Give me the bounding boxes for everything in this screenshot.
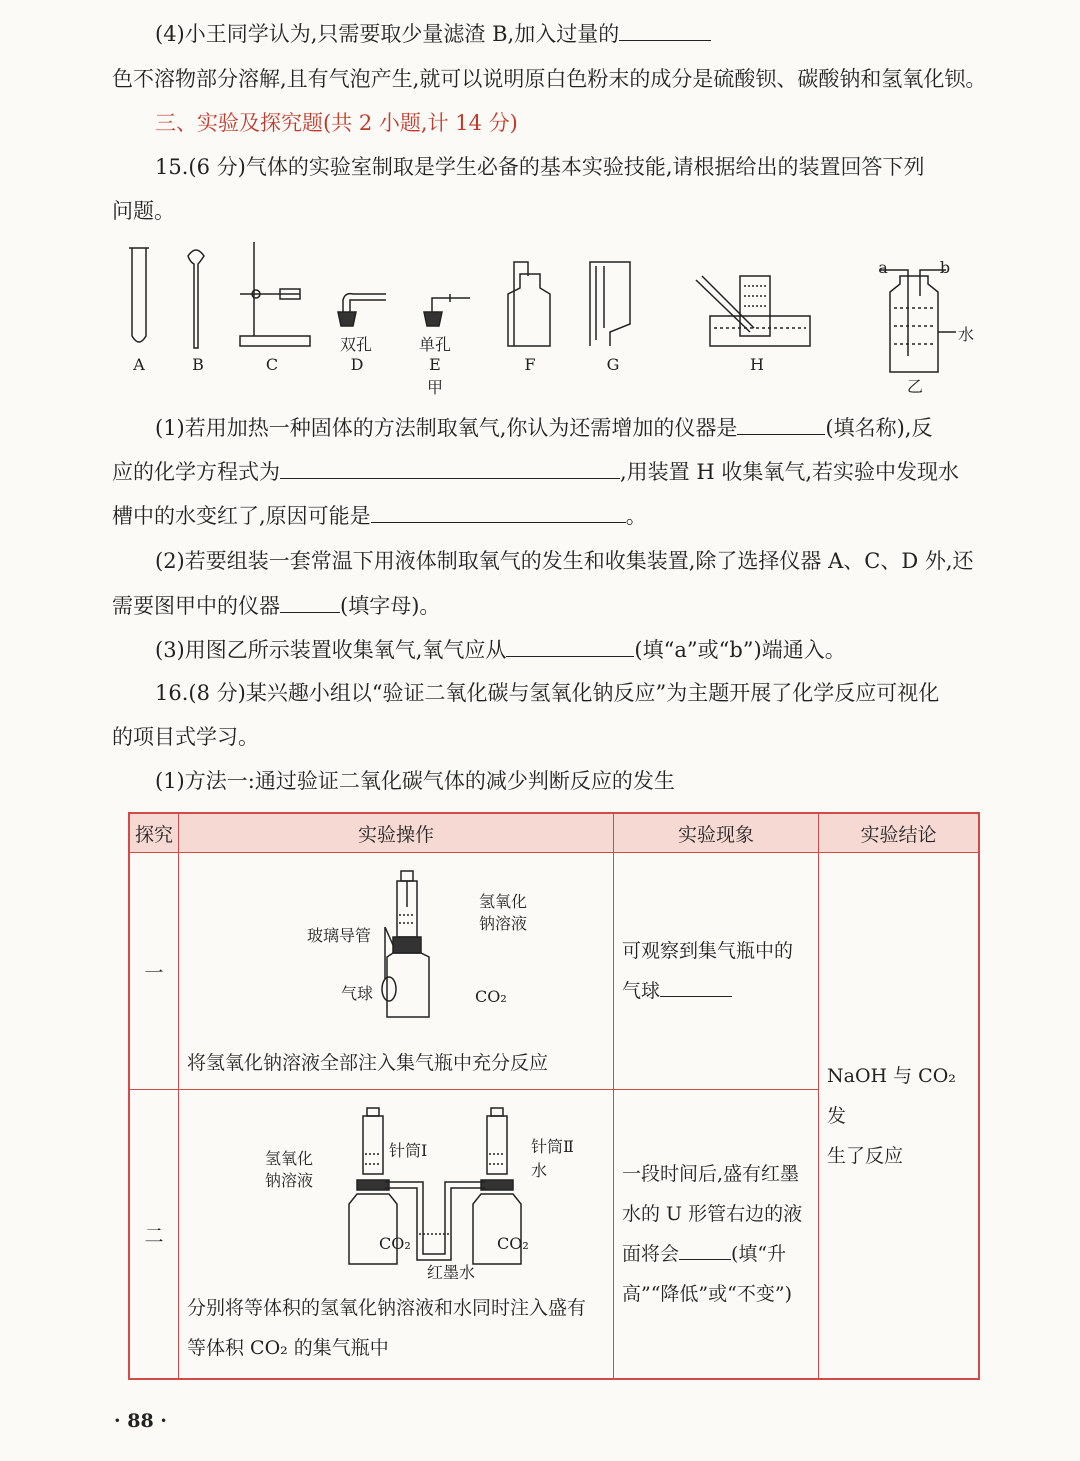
iron-stand-c	[240, 242, 310, 346]
wash-bottle-yi	[880, 270, 956, 372]
label-port-b: b	[939, 258, 951, 277]
one-hole-stopper-e	[424, 294, 470, 326]
label-b: B	[192, 355, 204, 374]
row2-label: 二	[129, 1090, 179, 1380]
label-glass-tube: 玻璃导管	[307, 926, 372, 945]
header-conclusion: 实验结论	[819, 813, 980, 853]
conclusion-cell: NaOH 与 CO₂ 发 生了反应	[819, 853, 980, 1380]
header-explore: 探究	[129, 813, 179, 853]
long-neck-funnel-b	[188, 250, 204, 348]
q15-p1-line1: (1)若用加热一种固体的方法制取氧气,你认为还需增加的仪器是 (填名称),反	[155, 412, 932, 443]
label-jia: 甲	[426, 378, 443, 397]
label-e-sub: 单孔	[418, 335, 451, 354]
water-trough-h	[696, 276, 810, 346]
row1-operation	[179, 853, 614, 1090]
label-d-sub: 双孔	[339, 335, 372, 354]
two-hole-stopper-d	[338, 294, 386, 326]
q15-p1-line2: 应的化学方程式为 ,用装置 H 收集氧气,若实验中发现水	[112, 456, 959, 487]
label-e: E	[429, 355, 441, 374]
label-balloon: 气球	[341, 984, 374, 1003]
label-syringe-1: 针筒Ⅰ	[389, 1141, 428, 1160]
answer-blank[interactable]	[280, 456, 620, 479]
q15-p2-line2: 需要图甲中的仪器 (填字母)。	[112, 590, 440, 621]
row1-op-text: 将氢氧化钠溶液全部注入集气瓶中充分反应	[187, 1052, 549, 1074]
q15-p2-line1: (2)若要组装一套常温下用液体制取氧气的发生和收集装置,除了选择仪器 A、C、D 外,还	[155, 549, 974, 573]
page-number: · 88 ·	[114, 1410, 167, 1432]
label-yi: 乙	[906, 377, 923, 396]
label-co2-right: CO₂	[497, 1234, 529, 1253]
q16-stem-line2: 的项目式学习。	[112, 725, 259, 749]
gas-bottle-f	[508, 262, 550, 346]
row2-observation: 一段时间后,盛有红墨 水的 U 形管右边的液 面将会 (填“升 高”“降低”或“不变”)	[614, 1090, 819, 1380]
label-c: C	[265, 355, 279, 374]
q14-item4-line1: (4)小王同学认为,只需要取少量滤渣 B,加入过量的	[155, 18, 711, 49]
gas-bottle-g	[590, 262, 630, 346]
q16-stem-line1: 16.(8 分)某兴趣小组以“验证二氧化碳与氢氧化钠反应”为主题开展了化学反应可视化	[155, 681, 940, 705]
q15-p3: (3)用图乙所示装置收集氧气,氧气应从 (填“a”或“b”)端通入。	[155, 634, 846, 665]
table-row	[129, 853, 979, 1090]
answer-blank[interactable]	[619, 18, 711, 41]
q14-item4-line2: 色不溶物部分溶解,且有气泡产生,就可以说明原白色粉末的成分是硫酸钡、碳酸钠和氢氧化钡。	[112, 67, 987, 91]
q15-stem-line1: 15.(6 分)气体的实验室制取是学生必备的基本实验技能,请根据给出的装置回答下列	[155, 155, 925, 179]
test-tube-a	[129, 248, 149, 342]
label-naoh-2: 氢氧化 钠溶液	[265, 1149, 314, 1190]
row2-op-line1: 分别将等体积的氢氧化钠溶液和水同时注入盛有	[187, 1297, 587, 1319]
row2-operation	[179, 1090, 614, 1380]
label-naoh: 氢氧化 钠溶液	[479, 892, 528, 933]
label-water-2: 水	[531, 1161, 548, 1180]
label-co2: CO₂	[475, 987, 507, 1006]
label-red-ink: 红墨水	[427, 1263, 476, 1282]
label-syringe-2: 针筒Ⅱ	[531, 1137, 574, 1156]
answer-blank[interactable]	[737, 412, 825, 435]
label-a: A	[133, 355, 145, 374]
section-heading: 三、实验及探究题(共 2 小题,计 14 分)	[155, 111, 518, 135]
q15-stem-line2: 问题。	[112, 199, 175, 223]
row1-label: 一	[129, 853, 179, 1090]
header-observation: 实验现象	[614, 813, 819, 853]
answer-blank[interactable]	[280, 590, 340, 613]
label-port-a: a	[878, 258, 888, 277]
row2-op-line2: 等体积 CO₂ 的集气瓶中	[187, 1337, 389, 1359]
q15-p1-line3: 槽中的水变红了,原因可能是 。	[112, 500, 647, 531]
label-co2-left: CO₂	[379, 1234, 411, 1253]
answer-blank[interactable]	[679, 1237, 731, 1260]
label-h: H	[750, 355, 764, 374]
experiment-table	[128, 812, 980, 1380]
label-d: D	[350, 355, 364, 374]
label-g: G	[606, 355, 620, 374]
table-header-row	[129, 813, 979, 853]
answer-blank[interactable]	[371, 500, 626, 523]
q16-method1: (1)方法一:通过验证二氧化碳气体的减少判断反应的发生	[155, 769, 675, 793]
answer-blank[interactable]	[660, 974, 732, 997]
answer-blank[interactable]	[506, 634, 634, 657]
label-water: 水	[957, 325, 974, 344]
row1-observation: 可观察到集气瓶中的 气球	[614, 853, 819, 1090]
label-f: F	[524, 355, 536, 374]
header-operation: 实验操作	[179, 813, 614, 853]
